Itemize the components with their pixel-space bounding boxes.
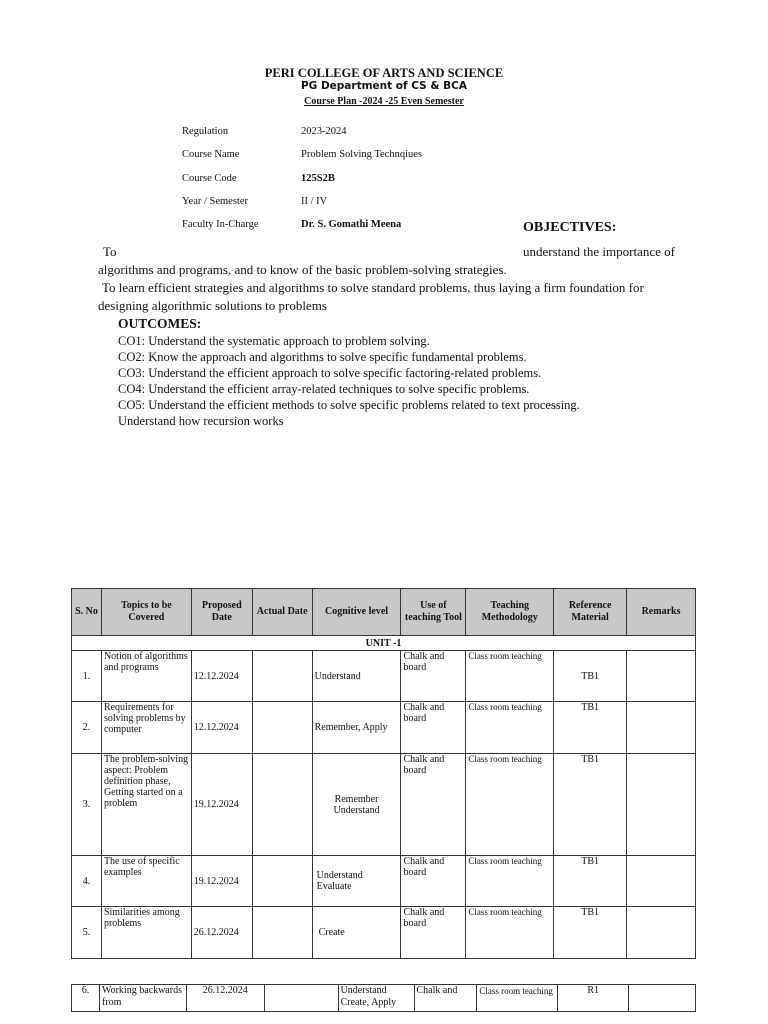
- table-row: [72, 651, 696, 702]
- course-name-value: Problem Solving Technqiues: [301, 149, 422, 160]
- unit-row: [72, 636, 696, 651]
- cell-reference: TB1: [554, 907, 627, 959]
- faculty-label: Faculty In-Charge: [182, 219, 259, 230]
- cell-sno: 2.: [72, 702, 102, 754]
- cell-teaching-methodology: Class room teaching: [466, 702, 554, 754]
- faculty-value: Dr. S. Gomathi Meena: [301, 219, 402, 230]
- plan-title: Course Plan -2024 -25 Even Semester: [304, 96, 464, 107]
- header-remarks: Remarks: [627, 589, 696, 636]
- cell-topic: The problem-solving aspect: Problem definition phase, Getting started on a problem: [101, 754, 191, 856]
- table-header-row: [72, 589, 696, 636]
- outcome-co4: CO4: Understand the efficient array-related techniques to solve specific problems.: [118, 382, 530, 396]
- header-teaching-methodology: Teaching Methodology: [466, 589, 554, 636]
- table-row: [72, 856, 696, 907]
- outcome-co1: CO1: Understand the systematic approach to problem solving.: [118, 334, 430, 348]
- table-row: [72, 907, 696, 959]
- cell-remarks: [627, 907, 696, 959]
- cell-teaching-tool: Chalk and board: [401, 907, 466, 959]
- objectives-line1-start: To: [103, 244, 117, 259]
- cell-topic: The use of specific examples: [101, 856, 191, 907]
- cell-remarks: [629, 985, 696, 1012]
- cell-actual-date: [252, 907, 312, 959]
- cell-actual-date: [252, 651, 312, 702]
- cell-teaching-methodology: Class room teaching: [466, 856, 554, 907]
- objectives-line1-end: understand the importance of: [523, 244, 675, 259]
- cell-topic: Notion of algorithms and programs: [101, 651, 191, 702]
- cell-sno: 6.: [72, 985, 100, 1012]
- cell-sno: 1.: [72, 651, 102, 702]
- header-teaching-tool: Use of teaching Tool: [401, 589, 466, 636]
- cell-topic: Requirements for solving problems by computer: [101, 702, 191, 754]
- header-topics: Topics to be Covered: [101, 589, 191, 636]
- cell-cognitive-level: Create: [312, 907, 401, 959]
- cell-proposed-date: 12.12.2024: [191, 651, 252, 702]
- cell-proposed-date: 19.12.2024: [191, 856, 252, 907]
- cell-teaching-methodology: Class room teaching: [466, 754, 554, 856]
- cell-proposed-date: 19.12.2024: [191, 754, 252, 856]
- cell-cognitive-level: Understand Create, Apply: [338, 985, 414, 1012]
- cell-proposed-date: 26.12.2024: [186, 985, 264, 1012]
- objectives-heading: OBJECTIVES:: [523, 220, 617, 235]
- department-name: PG Department of CS & BCA: [300, 80, 468, 92]
- outcome-co5: CO5: Understand the efficient methods to solve specific problems related to text processing.: [118, 398, 580, 412]
- header-actual-date: Actual Date: [252, 589, 312, 636]
- cell-teaching-tool: Chalk and: [414, 985, 477, 1012]
- header-cognitive-level: Cognitive level: [312, 589, 401, 636]
- cell-cognitive-level: Understand: [312, 651, 401, 702]
- cell-cognitive-level: Understand Evaluate: [312, 856, 401, 907]
- cell-reference: R1: [558, 985, 629, 1012]
- outcome-co2: CO2: Know the approach and algorithms to solve specific fundamental problems.: [118, 350, 527, 364]
- cell-reference: TB1: [554, 856, 627, 907]
- cell-teaching-tool: Chalk and board: [401, 754, 466, 856]
- cell-actual-date: [252, 702, 312, 754]
- year-semester-label: Year / Semester: [182, 196, 249, 207]
- regulation-value: 2023-2024: [301, 126, 347, 137]
- objectives-line3: To learn efficient strategies and algorithms to solve standard problems, thus laying a firm foundation for: [102, 280, 644, 295]
- cell-remarks: [627, 754, 696, 856]
- course-code-value: 125S2B: [301, 173, 335, 184]
- header-sno: S. No: [72, 589, 102, 636]
- cell-teaching-methodology: Class room teaching: [466, 651, 554, 702]
- cell-teaching-tool: Chalk and board: [401, 702, 466, 754]
- year-semester-value: II / IV: [301, 196, 328, 207]
- header-reference-material: Reference Material: [554, 589, 627, 636]
- table-row: [72, 702, 696, 754]
- college-name: PERI COLLEGE OF ARTS AND SCIENCE: [264, 66, 504, 80]
- cell-remarks: [627, 651, 696, 702]
- outcomes-heading: OUTCOMES:: [118, 316, 202, 331]
- cell-reference: TB1: [554, 651, 627, 702]
- cell-reference: TB1: [554, 702, 627, 754]
- objectives-line4: designing algorithmic solutions to problems: [98, 298, 327, 313]
- cell-topic: Working backwards from: [99, 985, 186, 1012]
- cell-reference: TB1: [554, 754, 627, 856]
- cell-sno: 5.: [72, 907, 102, 959]
- cell-proposed-date: 26.12.2024: [191, 907, 252, 959]
- course-plan-table: [71, 588, 696, 959]
- regulation-label: Regulation: [182, 126, 229, 137]
- cell-remarks: [627, 702, 696, 754]
- cell-proposed-date: 12.12.2024: [191, 702, 252, 754]
- cell-cognitive-level: Remember, Apply: [312, 702, 401, 754]
- cell-sno: 4.: [72, 856, 102, 907]
- table-row: [72, 754, 696, 856]
- course-code-label: Course Code: [182, 173, 237, 184]
- cell-actual-date: [252, 856, 312, 907]
- cell-actual-date: [252, 754, 312, 856]
- cell-cognitive-level: Remember Understand: [312, 754, 401, 856]
- table-row: [72, 985, 696, 1012]
- cell-actual-date: [264, 985, 338, 1012]
- objectives-line2: algorithms and programs, and to know of the basic problem-solving strategies.: [98, 262, 507, 277]
- outcome-recursion: Understand how recursion works: [118, 414, 284, 428]
- cell-topic: Similarities among problems: [101, 907, 191, 959]
- course-plan-table-continued: [71, 984, 696, 1012]
- header-proposed-date: Proposed Date: [191, 589, 252, 636]
- cell-teaching-tool: Chalk and board: [401, 651, 466, 702]
- cell-teaching-tool: Chalk and board: [401, 856, 466, 907]
- cell-sno: 3.: [72, 754, 102, 856]
- outcome-co3: CO3: Understand the efficient approach to solve specific factoring-related problems.: [118, 366, 542, 380]
- unit-label: UNIT -1: [72, 636, 696, 651]
- cell-teaching-methodology: Class room teaching: [477, 985, 558, 1012]
- cell-teaching-methodology: Class room teaching: [466, 907, 554, 959]
- course-name-label: Course Name: [182, 149, 240, 160]
- cell-remarks: [627, 856, 696, 907]
